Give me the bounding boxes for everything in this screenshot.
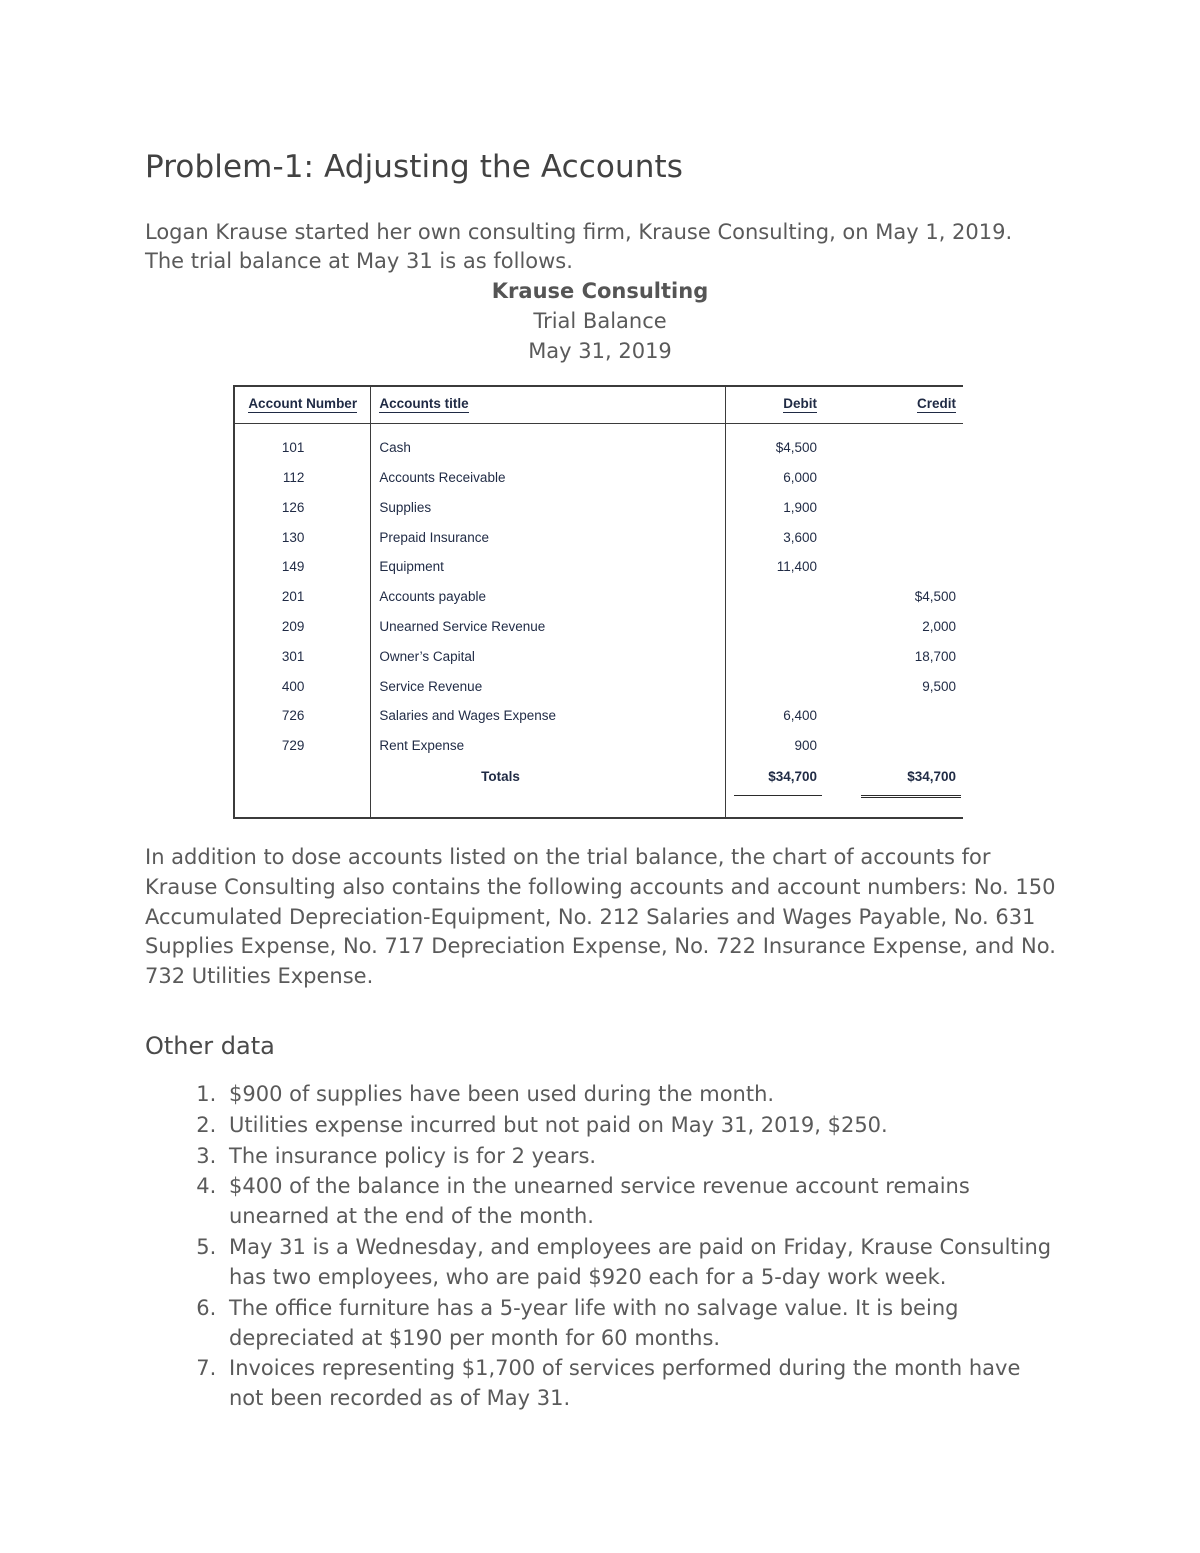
cell-account-number: 101 [234,424,371,463]
cell-account-title: Unearned Service Revenue [371,612,725,642]
cell-debit: 6,000 [725,463,844,493]
trial-balance-statement-name: Trial Balance [533,309,667,334]
double-underline-rule [861,795,961,798]
cell-account-number: 209 [234,612,371,642]
table-header [234,386,963,424]
cell-account-number: 149 [234,552,371,582]
table-row [234,552,963,582]
cell-account-title: Accounts Receivable [371,463,725,493]
other-data-list [145,1080,1060,1414]
cell-credit [844,424,963,463]
table-totals-rule-row [234,792,963,818]
cell-credit [844,731,963,761]
table-row [234,731,963,761]
table-row [234,672,963,702]
table-header-row [234,386,963,424]
cell-account-title: Cash [371,424,725,463]
cell-account-title: Service Revenue [371,672,725,702]
trial-balance-table [233,385,963,819]
table-row [234,582,963,612]
cell-account-number: 201 [234,582,371,612]
table-body [234,424,963,818]
cell-account-number: 729 [234,731,371,761]
cell-account-number: 400 [234,672,371,702]
cell-credit: 9,500 [922,678,956,694]
cell-credit [844,701,963,731]
table-row [234,642,963,672]
cell-account-number: 301 [234,642,371,672]
cell-account-title: Prepaid Insurance [371,523,725,553]
column-header-accounts-title-label: Accounts title [379,395,469,411]
cell-debit: 900 [725,731,844,761]
cell-debit: 3,600 [725,523,844,553]
cell-debit: 11,400 [725,552,844,582]
page-title: Problem-1: Adjusting the Accounts [145,149,683,185]
table-row [234,493,963,523]
cell-credit: 18,700 [914,648,956,664]
column-header-account-number [234,386,371,424]
chart-of-accounts-paragraph: In addition to dose accounts listed on the trial balance, the chart of accounts for Krause Consulting also contains the following accounts and account numbers: No. 150 Accumulated Depreciation-Equipment, No. 212 Salaries and Wages Payable, No. 631 Supplies Expense, No. 717 Depreciation Expense, No. 722 Insurance Expense, and No. 732 Utilities Expense. [145,844,1056,989]
trial-balance-heading-block [145,277,1055,366]
column-header-credit-label: Credit [916,395,956,411]
trial-balance-table-wrapper [233,385,963,819]
other-data-heading: Other data [145,1032,275,1061]
rule-cell-debit [725,792,844,818]
table-row [234,463,963,493]
cell-totals-spacer [234,761,371,792]
table-row [234,424,963,463]
trial-balance-company-name: Krause Consulting [491,279,709,304]
cell-account-number: 726 [234,701,371,731]
cell-credit [844,552,963,582]
cell-debit: 6,400 [725,701,844,731]
cell-account-title: Salaries and Wages Expense [371,701,725,731]
list-item: 6. The office furniture has a 5-year life with no salvage value. It is being depreciated at $190 per month for 60 months. [223,1294,1060,1354]
column-header-debit [725,386,844,424]
table-row [234,523,963,553]
trial-balance-date: May 31, 2019 [528,338,672,363]
cell-account-title: Owner’s Capital [371,642,725,672]
list-item: 2. Utilities expense incurred but not paid on May 31, 2019, $250. [223,1111,1060,1141]
cell-totals-label: Totals [371,761,725,792]
cell-debit [725,642,844,672]
rule-cell-spacer-title [371,792,725,818]
cell-account-title: Equipment [371,552,725,582]
column-header-account-number-label: Account Number [248,395,358,411]
cell-account-title: Rent Expense [371,731,725,761]
cell-account-number: 126 [234,493,371,523]
table-row [234,612,963,642]
cell-debit: $4,500 [725,424,844,463]
table-row [234,701,963,731]
list-item: 5. May 31 is a Wednesday, and employees are paid on Friday, Krause Consulting has two employees, who are paid $920 each for a 5-day work week. [223,1233,1060,1293]
cell-credit [844,523,963,553]
cell-credit [844,493,963,523]
cell-debit [725,672,844,702]
cell-account-title: Supplies [371,493,725,523]
list-item: 4. $400 of the balance in the unearned service revenue account remains unearned at the end of the month. [223,1172,1060,1232]
cell-credit: $4,500 [914,589,956,605]
single-underline-rule [734,795,822,796]
cell-debit [725,612,844,642]
intro-paragraph: Logan Krause started her own consulting firm, Krause Consulting, on May 1, 2019. The trial balance at May 31 is as follows. [145,219,1013,274]
cell-credit [844,463,963,493]
cell-account-number: 130 [234,523,371,553]
cell-totals-credit: $34,700 [907,768,956,784]
cell-account-number: 112 [234,463,371,493]
cell-credit: 2,000 [922,618,956,634]
list-item: 3. The insurance policy is for 2 years. [223,1142,1060,1172]
column-header-accounts-title [371,386,725,424]
cell-debit: 1,900 [725,493,844,523]
list-item: 1. $900 of supplies have been used during the month. [223,1080,1060,1110]
rule-cell-credit [844,792,963,818]
column-header-debit-label: Debit [783,395,818,411]
cell-totals-debit: $34,700 [725,761,844,792]
rule-cell-spacer-number [234,792,371,818]
column-header-credit [844,386,963,424]
cell-account-title: Accounts payable [371,582,725,612]
list-item: 7. Invoices representing $1,700 of services performed during the month have not been recorded as of May 31. [223,1354,1060,1414]
cell-debit [725,582,844,612]
table-totals-row [234,761,963,792]
